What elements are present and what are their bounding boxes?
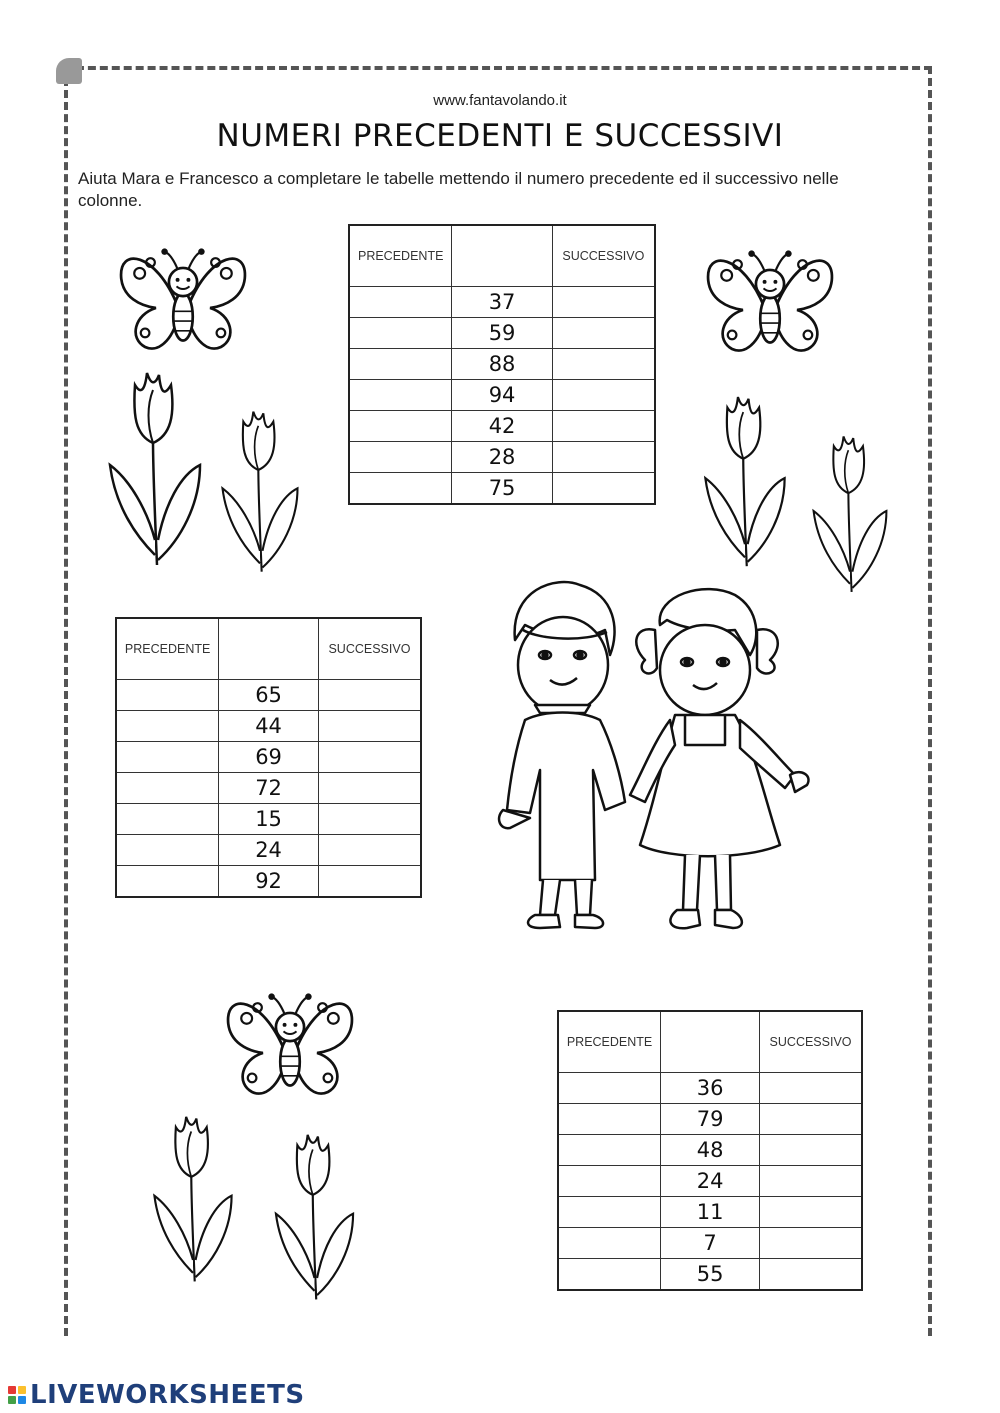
number-cell: 11 [661,1197,760,1228]
successivo-input[interactable] [760,1166,862,1197]
precedente-input[interactable] [558,1166,661,1197]
successivo-input[interactable] [318,773,421,804]
successivo-input[interactable] [318,866,421,898]
number-cell: 75 [452,473,552,505]
number-cell: 72 [219,773,319,804]
successivo-input[interactable] [552,411,655,442]
precedente-input[interactable] [116,773,219,804]
header-successivo: SUCCESSIVO [318,618,421,680]
number-cell: 65 [219,680,319,711]
successivo-input[interactable] [760,1104,862,1135]
number-cell: 36 [661,1073,760,1104]
logo-text: LIVEWORKSHEETS [30,1380,305,1410]
numbers-table-3 [557,1010,863,1291]
successivo-input[interactable] [552,442,655,473]
number-cell: 55 [661,1259,760,1291]
precedente-input[interactable] [116,742,219,773]
header-successivo: SUCCESSIVO [552,225,655,287]
successivo-input[interactable] [318,680,421,711]
butterfly-icon [215,975,365,1105]
header-number [219,618,319,680]
table-row [558,1228,862,1259]
number-cell: 59 [452,318,552,349]
table-row [558,1073,862,1104]
precedente-input[interactable] [558,1259,661,1291]
successivo-input[interactable] [760,1073,862,1104]
precedente-input[interactable] [558,1135,661,1166]
table-row [349,349,655,380]
successivo-input[interactable] [552,473,655,505]
butterfly-icon [695,232,845,362]
table-row [349,411,655,442]
children-illustration [495,570,825,950]
precedente-input[interactable] [349,380,452,411]
header-precedente: PRECEDENTE [116,618,219,680]
precedente-input[interactable] [558,1197,661,1228]
number-cell: 42 [452,411,552,442]
successivo-input[interactable] [760,1135,862,1166]
tulip-icon [262,1128,367,1308]
logo-grid-icon [8,1386,26,1404]
corner-tab [56,58,82,84]
successivo-input[interactable] [552,349,655,380]
precedente-input[interactable] [349,318,452,349]
table-row [116,711,421,742]
successivo-input[interactable] [760,1228,862,1259]
precedente-input[interactable] [558,1228,661,1259]
table-row [349,380,655,411]
precedente-input[interactable] [349,473,452,505]
number-cell: 7 [661,1228,760,1259]
successivo-input[interactable] [760,1259,862,1291]
precedente-input[interactable] [116,711,219,742]
table-row [349,473,655,505]
tulip-icon [143,1110,243,1290]
page-title: NUMERI PRECEDENTI E SUCCESSIVI [216,118,784,154]
table-row [349,442,655,473]
precedente-input[interactable] [558,1073,661,1104]
logo-square-yellow [18,1386,26,1394]
table-row [349,287,655,318]
precedente-input[interactable] [116,804,219,835]
number-cell: 37 [452,287,552,318]
successivo-input[interactable] [760,1197,862,1228]
liveworksheets-logo[interactable] [8,1380,305,1410]
number-cell: 79 [661,1104,760,1135]
table-row [558,1197,862,1228]
number-cell: 94 [452,380,552,411]
precedente-input[interactable] [116,866,219,898]
number-cell: 88 [452,349,552,380]
successivo-input[interactable] [552,380,655,411]
number-cell: 24 [661,1166,760,1197]
table-row [558,1259,862,1291]
butterfly-icon [108,230,258,360]
precedente-input[interactable] [349,442,452,473]
tulip-icon [105,365,205,575]
number-cell: 48 [661,1135,760,1166]
numbers-table-1 [348,224,656,505]
number-cell: 69 [219,742,319,773]
instructions-text: Aiuta Mara e Francesco a completare le tabelle mettendo il numero precedente ed il successivo nelle colonne. [78,169,839,210]
number-cell: 44 [219,711,319,742]
header-precedente: PRECEDENTE [558,1011,661,1073]
tulip-icon [695,390,795,575]
precedente-input[interactable] [349,411,452,442]
successivo-input[interactable] [318,711,421,742]
table-row [116,866,421,898]
table-row [558,1135,862,1166]
precedente-input[interactable] [558,1104,661,1135]
logo-square-blue [18,1396,26,1404]
number-cell: 28 [452,442,552,473]
table-row [116,680,421,711]
precedente-input[interactable] [116,680,219,711]
tulip-icon [210,405,310,580]
table-row [558,1166,862,1197]
successivo-input[interactable] [318,835,421,866]
numbers-table-2 [115,617,422,898]
table-row [116,742,421,773]
successivo-input[interactable] [318,742,421,773]
header-successivo: SUCCESSIVO [760,1011,862,1073]
table-row [116,804,421,835]
header-precedente: PRECEDENTE [349,225,452,287]
table-row [116,773,421,804]
successivo-input[interactable] [552,318,655,349]
logo-square-red [8,1386,16,1394]
logo-square-green [8,1396,16,1404]
precedente-input[interactable] [349,287,452,318]
table-row [558,1104,862,1135]
number-cell: 15 [219,804,319,835]
header-number [661,1011,760,1073]
number-cell: 24 [219,835,319,866]
website-url: www.fantavolando.it [433,92,567,109]
successivo-input[interactable] [552,287,655,318]
table-row [116,835,421,866]
header-number [452,225,552,287]
number-cell: 92 [219,866,319,898]
precedente-input[interactable] [116,835,219,866]
table-row [349,318,655,349]
precedente-input[interactable] [349,349,452,380]
successivo-input[interactable] [318,804,421,835]
